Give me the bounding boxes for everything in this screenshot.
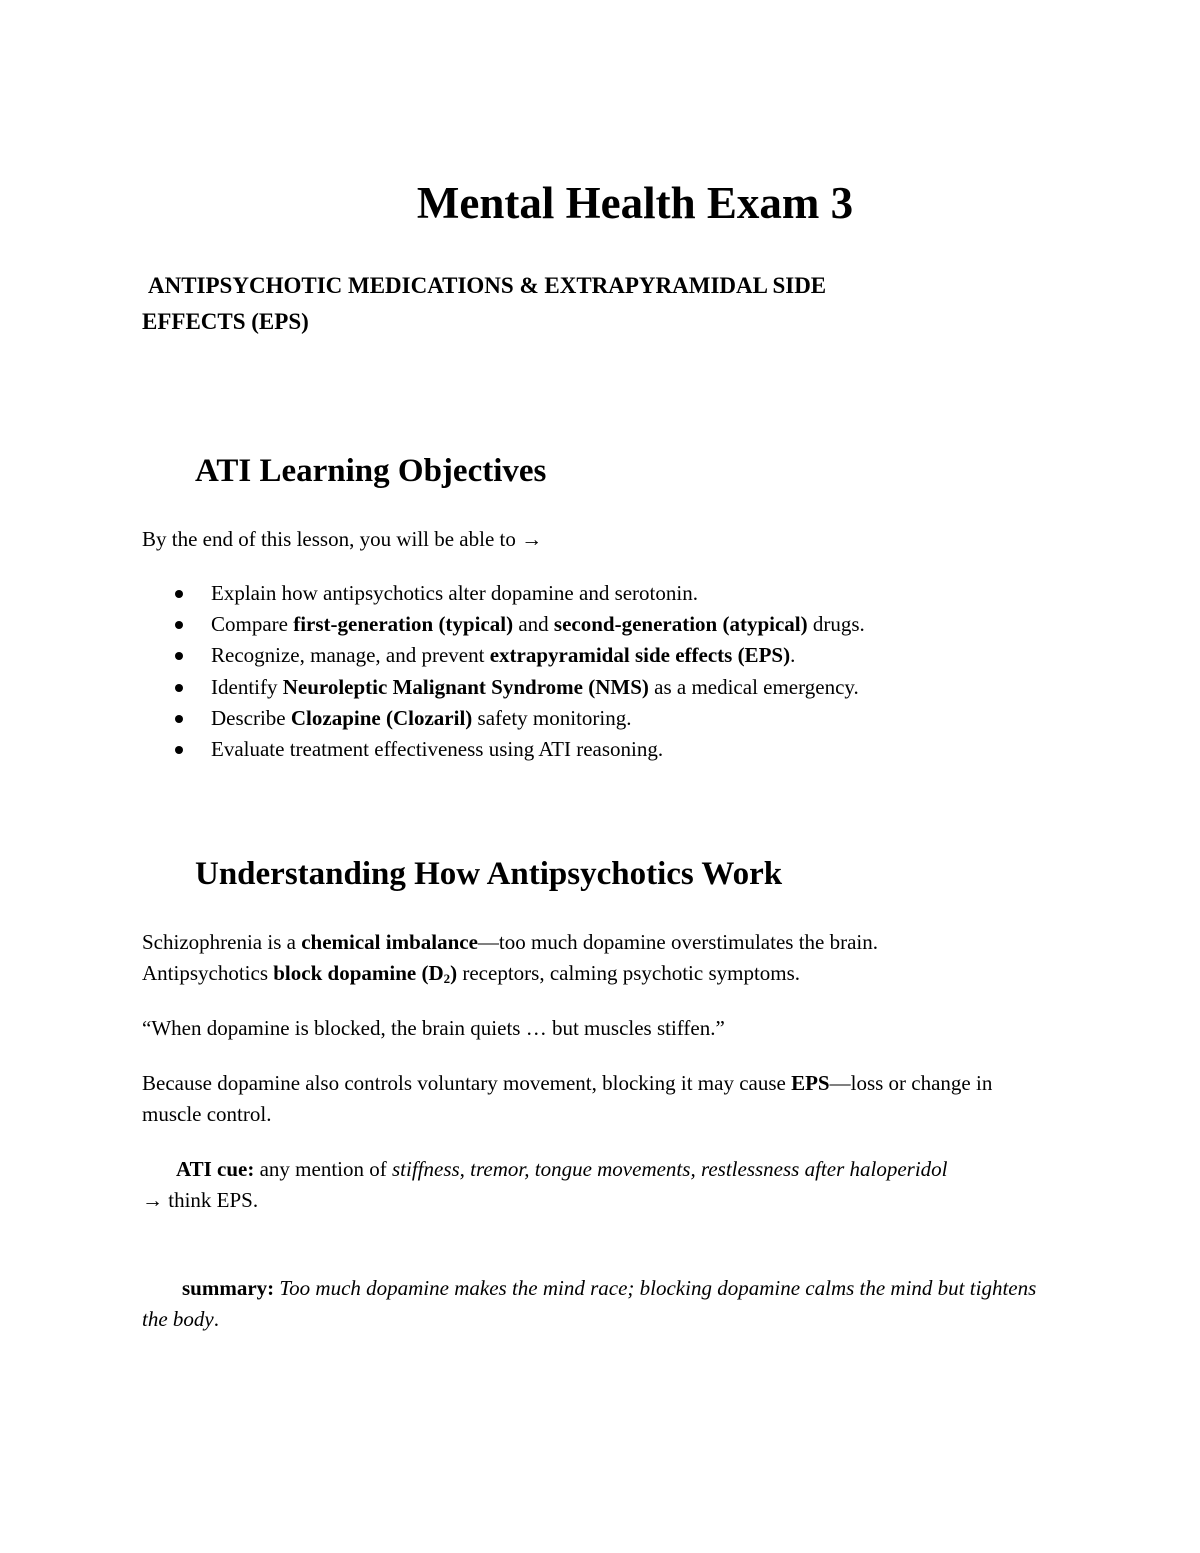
list-item: Evaluate treatment effectiveness using ATI reasoning. bbox=[142, 734, 1042, 765]
paragraph-line: Antipsychotics block dopamine $(D_2)$ receptors, calming psychotic symptoms. bbox=[142, 961, 801, 986]
bullet-icon bbox=[175, 715, 183, 723]
document-subtitle bbox=[142, 268, 1022, 340]
bullet-icon bbox=[175, 652, 183, 660]
ati-cue-paragraph bbox=[142, 1154, 1057, 1216]
list-item: Explain how antipsychotics alter dopamine and serotonin. bbox=[142, 578, 1042, 609]
bullet-icon bbox=[175, 621, 183, 629]
summary-label: summary: bbox=[182, 1276, 275, 1300]
bullet-icon bbox=[175, 684, 183, 692]
objectives-heading: ATI Learning Objectives bbox=[195, 453, 547, 489]
paragraph-line: ATI cue: any mention of stiffness, tremor, tongue movements, restlessness after haloperidol bbox=[176, 1157, 948, 1181]
paragraph-line: → think EPS. bbox=[142, 1188, 259, 1212]
list-item: Compare first-generation (typical) and second-generation (atypical) drugs. bbox=[142, 609, 1042, 640]
mechanism-heading: Understanding How Antipsychotics Work bbox=[195, 856, 783, 892]
paragraph-line: Schizophrenia is a chemical imbalance—too much dopamine overstimulates the brain. bbox=[142, 930, 878, 954]
objectives-list bbox=[142, 578, 1042, 765]
document-title: Mental Health Exam 3 bbox=[416, 178, 854, 228]
quote-paragraph: “When dopamine is blocked, the brain quiets … but muscles stiffen.” bbox=[142, 1016, 725, 1040]
list-item: Identify Neuroleptic Malignant Syndrome (NMS) as a medical emergency. bbox=[142, 672, 1042, 703]
list-item: Describe Clozapine (Clozaril) safety monitoring. bbox=[142, 703, 1042, 734]
list-item: Recognize, manage, and prevent extrapyramidal side effects (EPS). bbox=[142, 640, 1042, 671]
bullet-icon bbox=[175, 590, 183, 598]
subtitle-line-2: EFFECTS (EPS) bbox=[142, 309, 309, 334]
eps-paragraph: Because dopamine also controls voluntary movement, blocking it may cause EPS—loss or change in muscle control. bbox=[142, 1071, 993, 1126]
summary-paragraph: summary: Too much dopamine makes the mind race; blocking dopamine calms the mind but tightens the body. bbox=[142, 1276, 1037, 1331]
mechanism-paragraph bbox=[142, 927, 1057, 989]
ati-cue-label: ATI cue: bbox=[176, 1157, 255, 1181]
objectives-intro: By the end of this lesson, you will be able to → bbox=[142, 527, 543, 551]
bullet-icon bbox=[175, 746, 183, 754]
subtitle-line-1: ANTIPSYCHOTIC MEDICATIONS & EXTRAPYRAMIDAL SIDE bbox=[148, 273, 827, 298]
